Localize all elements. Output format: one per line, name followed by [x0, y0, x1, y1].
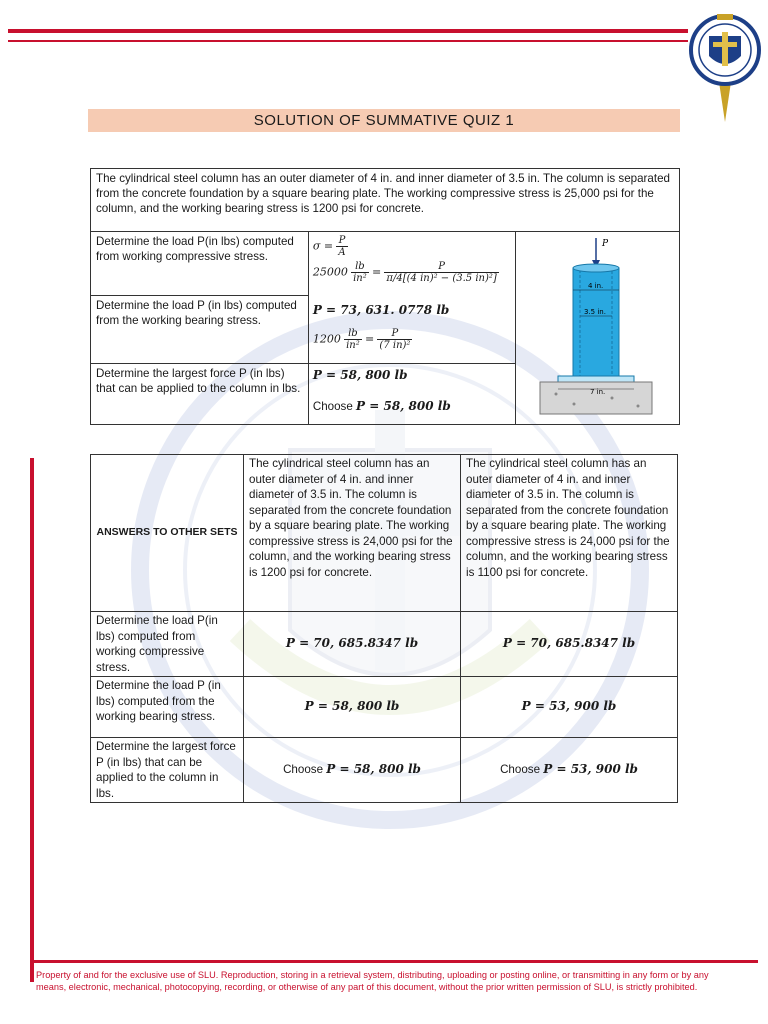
table-row [91, 677, 678, 738]
footer-rule [30, 960, 758, 963]
question-2: Determine the load P (in lbs) computed from the working bearing stress. [91, 296, 309, 364]
set-a-statement: The cylindrical steel column has an outer diameter of 4 in. and inner diameter of 3.5 in. The column is separated from the concrete foundation by a square bearing plate. The working compressive stress is 24,000 psi for the column, and the working bearing stress is 1200 psi for concrete. [244, 455, 461, 612]
result-bearing: P = 58, 800 lb [312, 368, 408, 382]
header-rule-top [8, 29, 688, 33]
outer-diameter-label: 4 in. [587, 282, 603, 290]
document-title: SOLUTION OF SUMMATIVE QUIZ 1 [88, 109, 680, 132]
university-seal-logo [683, 10, 767, 128]
question-1: Determine the load P(in lbs) computed from working compressive stress. [91, 232, 309, 296]
set-a-answer: P = 58, 800 lb [304, 699, 400, 714]
bearing-unit: $\frac{lb}{\text{in²}}$ [346, 328, 360, 351]
table-row [91, 612, 678, 677]
row-question: Determine the load P(in lbs) computed from working compressive stress. [91, 612, 244, 677]
set-b-answer: P = 70, 685.8347 lb [502, 636, 636, 651]
sigma-label: σ = [312, 239, 334, 253]
left-margin-bar [30, 458, 34, 982]
equals-sign: = [371, 265, 382, 279]
choose-label: Choose [312, 400, 353, 413]
bearing-stress-value: 1200 [312, 332, 341, 346]
final-answer: P = 58, 800 lb [356, 399, 451, 413]
area-fraction: $\frac{P}{\text{π/4[(4 in)² − (3.5 in)²]}}$ [386, 261, 497, 284]
column-figure-cell [515, 232, 679, 425]
set-b-answer: P = 53, 900 lb [543, 762, 638, 777]
set-b-statement: The cylindrical steel column has an outer diameter of 4 in. and inner diameter of 3.5 in. The column is separated from the concrete foundation by a square bearing plate. The working compressive stress is 24,000 psi for the column, and the working bearing stress is 1100 psi for concrete. [461, 455, 678, 612]
other-sets-table [90, 454, 678, 803]
question-3: Determine the largest force P (in lbs) that can be applied to the column in lbs. [91, 364, 309, 425]
stress-fraction: $\frac{P}{A}$ [338, 235, 346, 258]
stress-value: 25000 [312, 265, 348, 279]
solution-step-1: σ = $\frac{P}{A}$ 25000 $\frac{lb}{\text{in²}}$ = $\frac{P}{\text{π/4[(4 in)² − (3.5 in)²]}}$ P = 73, 631. 0778 lb 1200 $\frac{lb}{\text{in²}}$ = $\frac{P}{\text{(7 in)²}}$ [308, 232, 515, 364]
solution-table [90, 168, 680, 425]
plate-width-label: 7 in. [589, 388, 605, 396]
inner-diameter-label: 3.5 in. [583, 308, 606, 316]
set-b-answer: P = 53, 900 lb [521, 699, 617, 714]
plate-fraction: $\frac{P}{\text{(7 in)²}}$ [379, 328, 411, 351]
solution-step-3 [308, 364, 515, 425]
choose-label: Choose [500, 763, 541, 777]
choose-label: Choose [283, 763, 324, 777]
row-question: Determine the largest force P (in lbs) that can be applied to the column in lbs. [91, 738, 244, 803]
other-sets-header: ANSWERS TO OTHER SETS [91, 455, 244, 612]
psi-unit: $\frac{lb}{\text{in²}}$ [353, 261, 367, 284]
column-diagram [516, 232, 678, 416]
set-a-answer: P = 58, 800 lb [326, 762, 421, 777]
result-compressive: P = 73, 631. 0778 lb [312, 303, 450, 317]
header-rule-bottom [8, 40, 688, 42]
problem-statement: The cylindrical steel column has an outer diameter of 4 in. and inner diameter of 3.5 in. The column is separated from the concrete foundation by a square bearing plate. The working compressive stress is 25,000 psi for the column, and the working bearing stress is 1200 psi for concrete. [91, 169, 680, 232]
copyright-notice: Property of and for the exclusive use of SLU. Reproduction, storing in a retrieval system, distributing, uploading or posting online, or transmitting in any form or by any means, electronic, mechanical, photocopying, recording, or otherwise of any part of this document, without the prior written permission of SLU, is strictly prohibited. [36, 970, 709, 992]
set-a-answer: P = 70, 685.8347 lb [285, 636, 419, 651]
table-row [91, 738, 678, 803]
row-question: Determine the load P (in lbs) computed from the working bearing stress. [91, 677, 244, 738]
load-label: P [601, 239, 608, 249]
